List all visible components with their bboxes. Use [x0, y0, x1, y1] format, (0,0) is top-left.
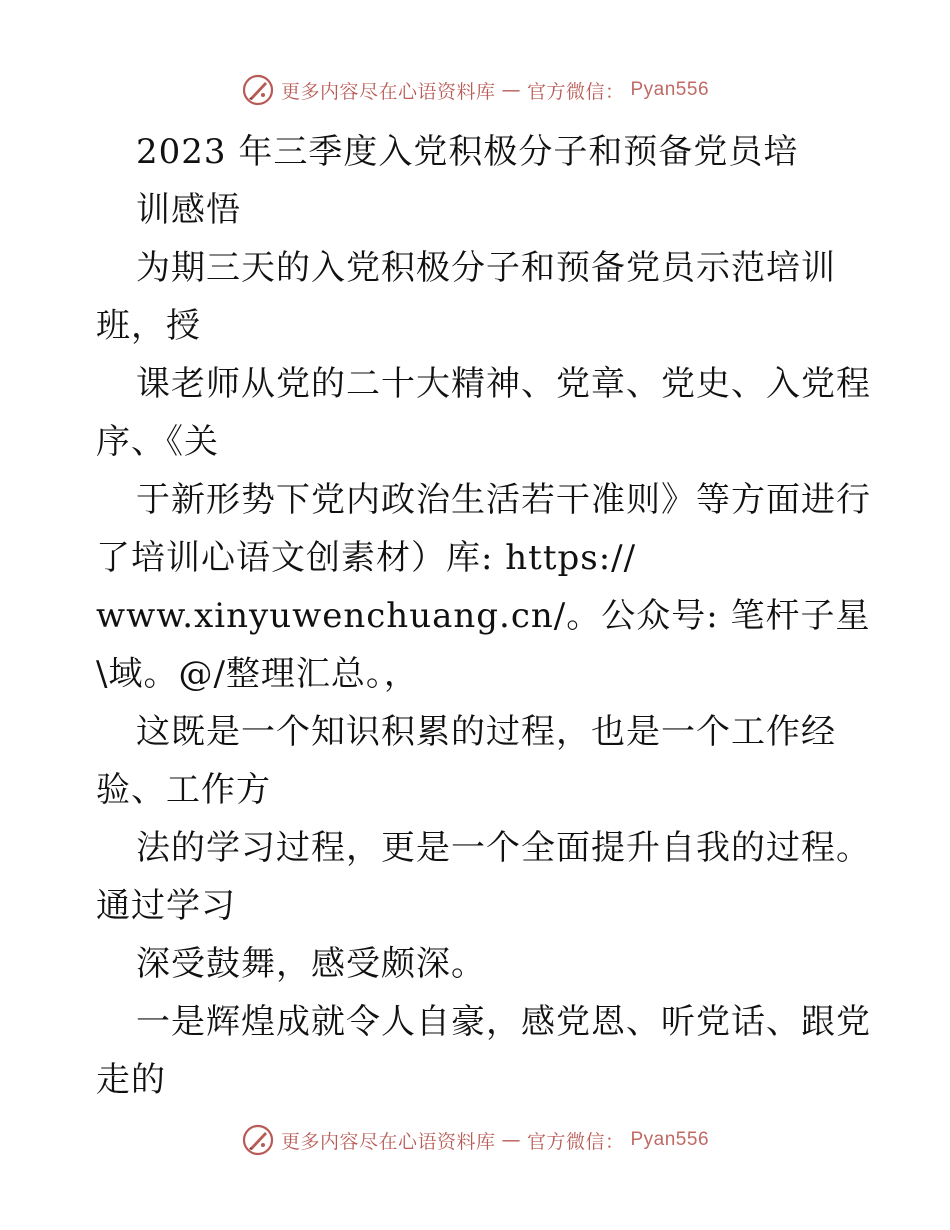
watermark-handle: Pyan556	[630, 1129, 710, 1150]
watermark-text: 更多内容尽在心语资料库	[280, 1130, 496, 1153]
watermark-text: 更多内容尽在心语资料库	[280, 80, 496, 103]
text-line: 通过学习	[96, 886, 236, 926]
watermark-separator: —	[501, 1129, 521, 1151]
text-line: 这既是一个知识积累的过程，也是一个工作经	[136, 712, 836, 752]
quill-pen-logo-icon	[241, 1123, 275, 1157]
text-line: 深受鼓舞，感受颇深。	[136, 944, 486, 984]
text-line: 班，授	[96, 306, 201, 346]
text-line: 了培训心语文创素材）库: https://	[96, 538, 637, 578]
text-line: 验、工作方	[96, 770, 271, 810]
text-line: 走的	[96, 1060, 166, 1100]
text-line: 训感悟	[136, 190, 241, 230]
text-line: 于新形势下党内政治生活若干准则》等方面进行	[136, 480, 871, 520]
text-line: 为期三天的入党积极分子和预备党员示范培训	[136, 248, 836, 288]
watermark-handle: Pyan556	[630, 79, 710, 100]
watermark-label: 官方微信：	[526, 80, 625, 103]
text-line: \域。@/整理汇总。，	[96, 654, 419, 694]
header-watermark	[0, 70, 950, 110]
text-line: www.xinyuwenchuang.cn/。公众号: 笔杆子星	[96, 596, 871, 636]
watermark-label: 官方微信：	[526, 1130, 625, 1153]
text-line: 序、《关	[96, 422, 219, 462]
footer-watermark	[0, 1120, 950, 1160]
quill-pen-logo-icon	[241, 73, 275, 107]
text-line: 2023 年三季度入党积极分子和预备党员培	[136, 132, 799, 172]
text-line: 法的学习过程，更是一个全面提升自我的过程。	[136, 828, 871, 868]
document-body	[96, 123, 871, 1109]
watermark-separator: —	[501, 79, 521, 101]
text-line: 一是辉煌成就令人自豪，感党恩、听党话、跟党	[136, 1002, 871, 1042]
text-line: 课老师从党的二十大精神、党章、党史、入党程	[136, 364, 871, 404]
